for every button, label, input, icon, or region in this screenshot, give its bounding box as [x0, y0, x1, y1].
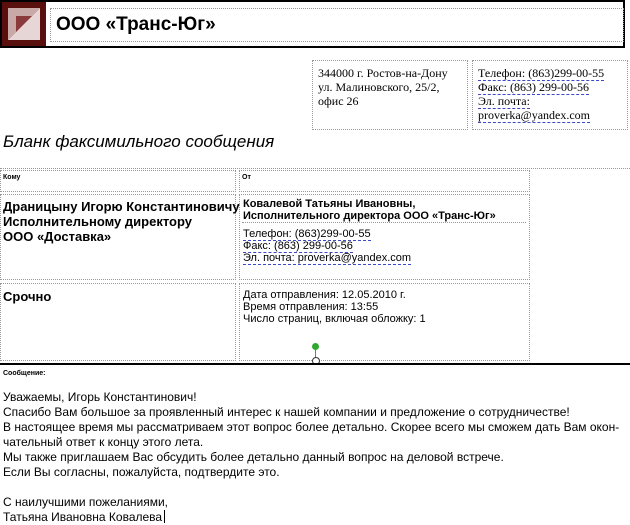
message-line: Мы также приглашаем Вас обсудить более детально данный вопрос на деловой встрече. [3, 450, 504, 464]
sender-name: Ковалевой Татьяны Ивановны, [243, 198, 416, 210]
section-divider [0, 168, 630, 169]
to-label: Кому [3, 174, 21, 181]
from-label-cell [239, 170, 530, 192]
address-line-3: офис 26 [318, 94, 359, 108]
sender-position: Исполнительного директора ООО «Транс-Юг» [243, 210, 496, 222]
contacts-block [478, 66, 604, 122]
page-count: Число страниц, включая обложку: 1 [243, 313, 426, 325]
form-title: Бланк факсимильного сообщения [3, 132, 275, 151]
from-label: От [242, 174, 251, 181]
message-divider [0, 363, 630, 365]
send-date: Дата отправления: 12.05.2010 г. [243, 289, 406, 301]
contact-fax: Факс: (863) 299-00-56 [478, 80, 589, 94]
logo-graphic [2, 2, 46, 46]
company-logo [2, 2, 46, 46]
contact-email-label: Эл. почта: [478, 94, 530, 108]
signature-line: Татьяна Ивановна Ковалева [3, 510, 163, 524]
address-block [318, 66, 448, 108]
sender-block [243, 198, 496, 222]
message-body[interactable] [3, 390, 625, 525]
recipient-name: Драницыну Игорю Константиновичу [3, 199, 240, 214]
text-cursor [164, 510, 165, 523]
recipient-block [3, 199, 240, 244]
closing-line: С наилучшими пожеланиями, [3, 495, 169, 509]
urgency-text: Срочно [3, 289, 52, 304]
recipient-company: ООО «Доставка» [3, 229, 112, 244]
message-line: чательный ответ к концу этого лета. [3, 435, 204, 449]
rotate-handle-icon[interactable] [312, 343, 319, 350]
address-line-2: ул. Малиновского, 25/2, [318, 80, 440, 94]
sender-contacts [243, 228, 411, 264]
contact-email: proverka@yandex.com [478, 108, 591, 122]
message-line: Уважаемы, Игорь Константинович! [3, 390, 197, 404]
address-line-1: 344000 г. Ростов-на-Дону [318, 66, 448, 80]
contact-phone: Телефон: (863)299-00-55 [478, 66, 605, 80]
message-line: В настоящее время мы рассматриваем этот вопрос более детально. Скорее всего мы сможем дать Вам окон- [3, 420, 620, 434]
sender-email: Эл. почта: proverka@yandex.com [243, 252, 412, 264]
message-label: Сообщение: [3, 370, 46, 377]
to-label-cell [0, 170, 236, 192]
message-line: Спасибо Вам большое за проявленный интерес к нашей компании и предложение о сотрудничестве! [3, 405, 570, 419]
recipient-position: Исполнительному директору [3, 214, 192, 229]
sender-phone: Телефон: (863)299-00-55 [243, 228, 371, 240]
from-inner-divider [242, 222, 526, 223]
send-time: Время отправления: 13:55 [243, 301, 379, 313]
sender-fax: Факс: (863) 299-00-56 [243, 240, 353, 252]
message-line: Если Вы согласны, пожалуйста, подтвердите это. [3, 465, 280, 479]
send-info-block [243, 289, 426, 325]
company-name: ООО «Транс-Юг» [56, 14, 216, 35]
